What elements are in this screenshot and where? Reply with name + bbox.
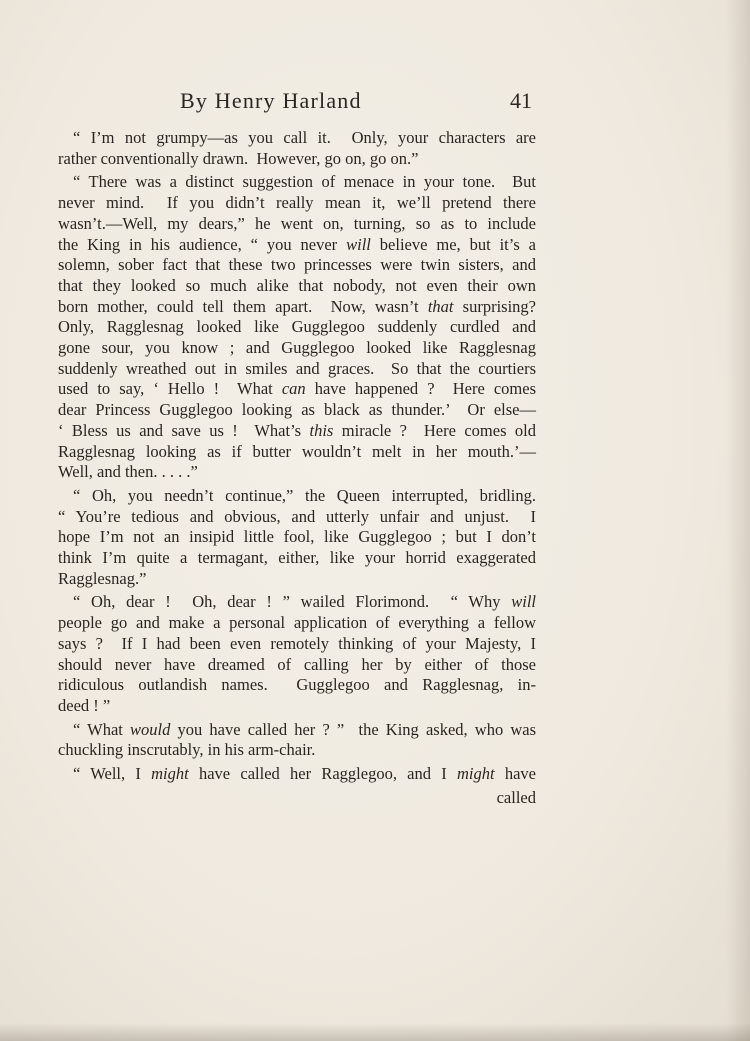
text-line [58, 338, 536, 359]
text-run: people go and make a personal application of everything a fellow [58, 613, 536, 633]
text-run: Well, and then. . . . .” [58, 462, 198, 482]
text-line [58, 655, 536, 676]
text-run: says ? If I had been even remotely thinking of your Majesty, I [58, 633, 536, 653]
text-run: believe me, but it’s a [370, 234, 536, 254]
text-run: you have called her ? ” the King asked, who was [170, 719, 536, 739]
text-run: have happened ? Here comes [305, 379, 536, 399]
text-line [58, 527, 536, 548]
italic-word: can [281, 379, 306, 399]
page-number: 41 [510, 88, 532, 113]
text-run: should never have dreamed of calling her by either of those [58, 654, 536, 674]
text-run: used to say, ‘ Hello ! What [58, 379, 282, 399]
italic-word: will [346, 234, 371, 254]
paragraph [58, 592, 536, 716]
text-line [58, 675, 536, 696]
text-run: “ There was a distinct suggestion of menace in your tone. But [73, 172, 536, 192]
text-line [58, 696, 536, 717]
text-line [58, 297, 536, 318]
text-run: miracle ? Here comes old [333, 420, 537, 440]
italic-word: will [511, 592, 536, 612]
text-run: Ragglesnag looking as if butter wouldn’t melt in her mouth.’— [58, 441, 536, 461]
text-run: Ragglesnag.” [58, 568, 147, 588]
text-run: never mind. If you didn’t really mean it, we’ll pretend there [58, 193, 536, 213]
text-line [58, 720, 536, 741]
italic-word: this [309, 420, 334, 440]
body-text [58, 128, 536, 809]
paragraph [58, 486, 536, 590]
text-line [58, 634, 536, 655]
text-run: ‘ Bless us and save us ! What’s [58, 420, 310, 440]
text-run: that they looked so much alike that nobody, not even their own [58, 275, 536, 295]
text-run: gone sour, you know ; and Gugglegoo looked like Ragglesnag [58, 338, 536, 358]
italic-word: might [457, 764, 495, 784]
text-run: have called her Ragglegoo, and I [188, 764, 457, 784]
text-run: have [494, 764, 536, 784]
italic-word: that [427, 296, 454, 316]
text-run: Only, Ragglesnag looked like Gugglegoo suddenly curdled and [58, 317, 536, 337]
text-run: the King in his audience, “ you never [58, 234, 347, 254]
paragraph [58, 764, 536, 785]
text-line [58, 400, 536, 421]
text-line [58, 255, 536, 276]
text-line [58, 359, 536, 380]
text-run: “ I’m not grumpy—as you call it. Only, your characters are [73, 128, 536, 147]
text-line [58, 442, 536, 463]
text-run: ridiculous outlandish names. Gugglegoo and Ragglesnag, in- [58, 675, 536, 695]
text-line [58, 379, 536, 400]
page-header [98, 88, 536, 120]
text-line [58, 569, 536, 590]
text-run: “ You’re tedious and obvious, and utterly unfair and unjust. I [58, 506, 536, 526]
text-run: wasn’t.—Well, my dears,” he went on, turning, so as to include [58, 213, 536, 233]
text-line [58, 507, 536, 528]
italic-word: would [130, 719, 171, 739]
text-line [58, 613, 536, 634]
text-line [58, 235, 536, 256]
text-line [58, 548, 536, 569]
text-line [58, 421, 536, 442]
paragraph [58, 128, 536, 169]
text-line [58, 592, 536, 613]
text-run: “ Well, I [73, 764, 152, 784]
text-run: hope I’m not an insipid little fool, like Gugglegoo ; but I don’t [58, 527, 536, 547]
text-line [58, 764, 536, 785]
text-run: surprising? [453, 296, 536, 316]
text-run: chuckling inscrutably, in his arm-chair. [58, 740, 316, 760]
running-head: By Henry Harland [180, 88, 362, 113]
text-line [58, 462, 536, 483]
text-line [58, 214, 536, 235]
text-run: dear Princess Gugglegoo looking as black as thunder.’ Or else— [58, 400, 536, 420]
text-line [58, 317, 536, 338]
text-run: “ Oh, you needn’t continue,” the Queen interrupted, bridling. [73, 485, 536, 505]
text-run: deed ! ” [58, 695, 111, 715]
text-line [58, 172, 536, 193]
text-run: born mother, could tell them apart. Now, wasn’t [58, 296, 428, 316]
paragraph [58, 172, 536, 483]
text-run: suddenly wreathed out in smiles and graces. So that the courtiers [58, 358, 536, 378]
text-run: “ Oh, dear ! Oh, dear ! ” wailed Florimond. “ Why [73, 592, 512, 612]
text-line [58, 486, 536, 507]
text-line [58, 193, 536, 214]
text-line [58, 276, 536, 297]
text-line [58, 128, 536, 149]
text-run: think I’m quite a termagant, either, like your horrid exaggerated [58, 548, 536, 568]
text-line [58, 740, 536, 761]
text-line [58, 149, 536, 170]
paragraph [58, 720, 536, 761]
text-run: solemn, sober fact that these two princesses were twin sisters, and [58, 255, 536, 275]
catchword: called [496, 787, 536, 807]
text-run: “ What [73, 719, 131, 739]
italic-word: might [151, 764, 189, 784]
text-run: rather conventionally drawn. However, go on, go on.” [58, 148, 419, 168]
